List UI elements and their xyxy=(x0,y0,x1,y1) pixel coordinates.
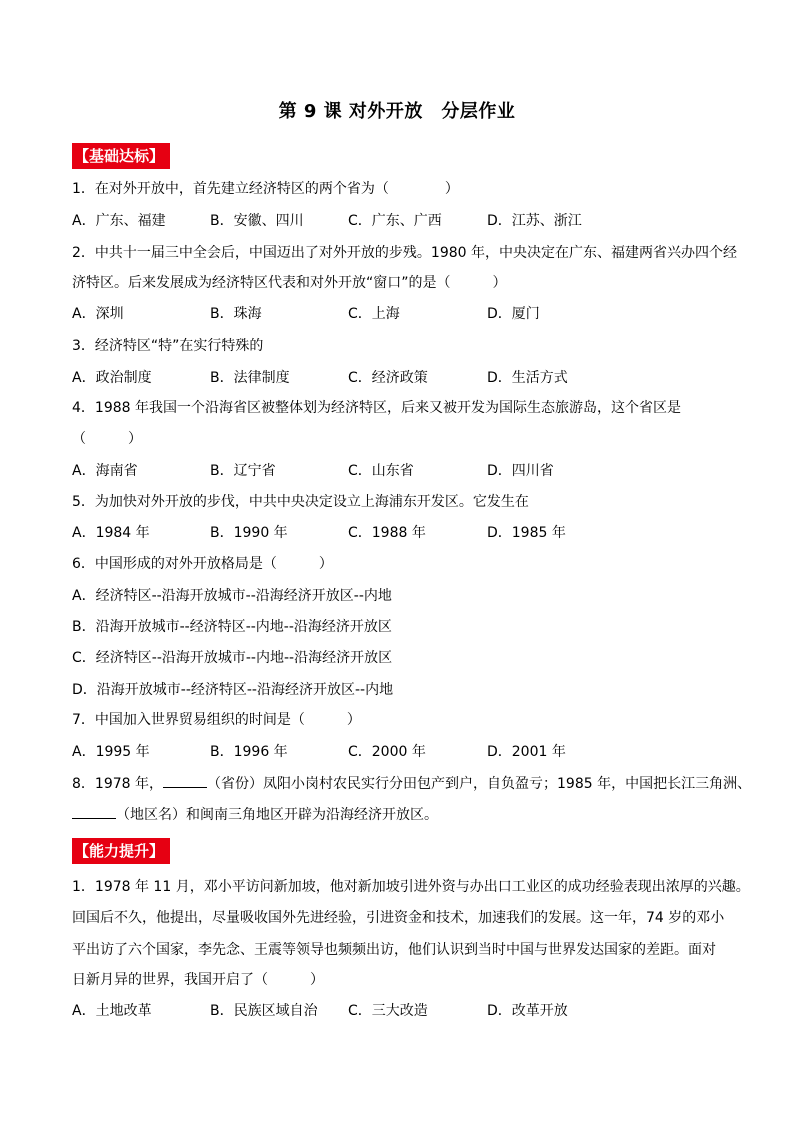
q2-option-d: D．厦门 xyxy=(487,306,540,322)
q1-option-b: B．安徽、四川 xyxy=(210,213,304,229)
q5-option-d: D．1985 年 xyxy=(487,525,566,541)
q5-option-c: C．1988 年 xyxy=(348,525,426,541)
q6-stem: 6．中国形成的对外开放格局是（ ） xyxy=(72,556,333,572)
q5-option-a: A．1984 年 xyxy=(72,525,150,541)
q3-option-a: A．政治制度 xyxy=(72,370,152,386)
adv1-stem-line3: 平出访了六个国家，李先念、王震等领导也频频出访，他们认识到当时中国与世界发达国家的差距。面对 xyxy=(72,942,716,958)
q1-stem: 1．在对外开放中，首先建立经济特区的两个省为（ ） xyxy=(72,181,459,197)
q7-option-c: C．2000 年 xyxy=(348,744,426,760)
q4-option-c: C．山东省 xyxy=(348,463,414,479)
q6-option-b: B．沿海开放城市--经济特区--内地--沿海经济开放区 xyxy=(72,619,392,635)
q7-option-d: D．2001 年 xyxy=(487,744,566,760)
q2-option-b: B．珠海 xyxy=(210,306,262,322)
q6-option-c: C．经济特区--沿海开放城市--内地--沿海经济开放区 xyxy=(72,650,393,666)
q1-option-c: C．广东、广西 xyxy=(348,213,442,229)
q4-option-a: A．海南省 xyxy=(72,463,138,479)
adv1-stem-line2: 回国后不久，他提出，尽量吸收国外先进经验，引进资金和技术，加速我们的发展。这一年，74 岁的邓小 xyxy=(72,910,725,926)
section-advanced-label: 【能力提升】 xyxy=(72,838,170,864)
q8-line1 xyxy=(72,773,751,794)
q4-option-d: D．四川省 xyxy=(487,463,554,479)
q7-stem: 7．中国加入世界贸易组织的时间是（ ） xyxy=(72,712,361,728)
q5-stem: 5．为加快对外开放的步伐，中共中央决定设立上海浦东开发区。它发生在 xyxy=(72,494,529,510)
q8-blank-region[interactable] xyxy=(72,804,116,819)
q1-option-a: A．广东、福建 xyxy=(72,213,166,229)
q3-option-b: B．法律制度 xyxy=(210,370,290,386)
q3-option-d: D．生活方式 xyxy=(487,370,568,386)
q4-stem-line2: （ ） xyxy=(72,431,142,447)
adv1-stem-line4: 日新月异的世界，我国开启了（ ） xyxy=(72,972,324,988)
q8-blank-province[interactable] xyxy=(163,773,207,788)
q4-option-b: B．辽宁省 xyxy=(210,463,276,479)
q3-stem: 3．经济特区“特”在实行特殊的 xyxy=(72,338,264,354)
q2-option-a: A．深圳 xyxy=(72,306,124,322)
q6-option-d: D．沿海开放城市--经济特区--沿海经济开放区--内地 xyxy=(72,682,394,698)
q6-option-a: A．经济特区--沿海开放城市--沿海经济开放区--内地 xyxy=(72,588,392,604)
q7-option-b: B．1996 年 xyxy=(210,744,288,760)
adv1-option-c: C．三大改造 xyxy=(348,1003,428,1019)
adv1-option-b: B．民族区域自治 xyxy=(210,1003,318,1019)
q7-option-a: A．1995 年 xyxy=(72,744,150,760)
section-basic-label: 【基础达标】 xyxy=(72,143,170,169)
q8-line1-prefix: 8．1978 年， xyxy=(72,776,163,792)
q2-stem-line1: 2．中共十一届三中全会后，中国迈出了对外开放的步残。1980 年，中央决定在广东、福建两省兴办四个经 xyxy=(72,245,737,261)
q5-option-b: B．1990 年 xyxy=(210,525,288,541)
q8-line2 xyxy=(72,804,438,825)
q8-line2-rest: （地区名）和闽南三角地区开辟为沿海经济开放区。 xyxy=(116,807,438,823)
q3-option-c: C．经济政策 xyxy=(348,370,428,386)
adv1-stem-line1: 1．1978 年 11 月，邓小平访问新加坡，他对新加坡引进外资与办出口工业区的成功经验表现出浓厚的兴趣。 xyxy=(72,879,750,895)
adv1-option-a: A．土地改革 xyxy=(72,1003,152,1019)
adv1-option-d: D．改革开放 xyxy=(487,1003,568,1019)
q8-line1-rest: （省份）凤阳小岗村农民实行分田包产到户，自负盈亏；1985 年，中国把长江三角洲、 xyxy=(207,776,752,792)
page-title: 第 9 课 对外开放 分层作业 xyxy=(278,101,516,122)
q4-stem-line1: 4．1988 年我国一个沿海省区被整体划为经济特区，后来又被开发为国际生态旅游岛，这个省区是 xyxy=(72,400,681,416)
q1-option-d: D．江苏、浙江 xyxy=(487,213,582,229)
q2-option-c: C．上海 xyxy=(348,306,400,322)
q2-stem-line2: 济特区。后来发展成为经济特区代表和对外开放“窗口”的是（ ） xyxy=(72,275,507,291)
